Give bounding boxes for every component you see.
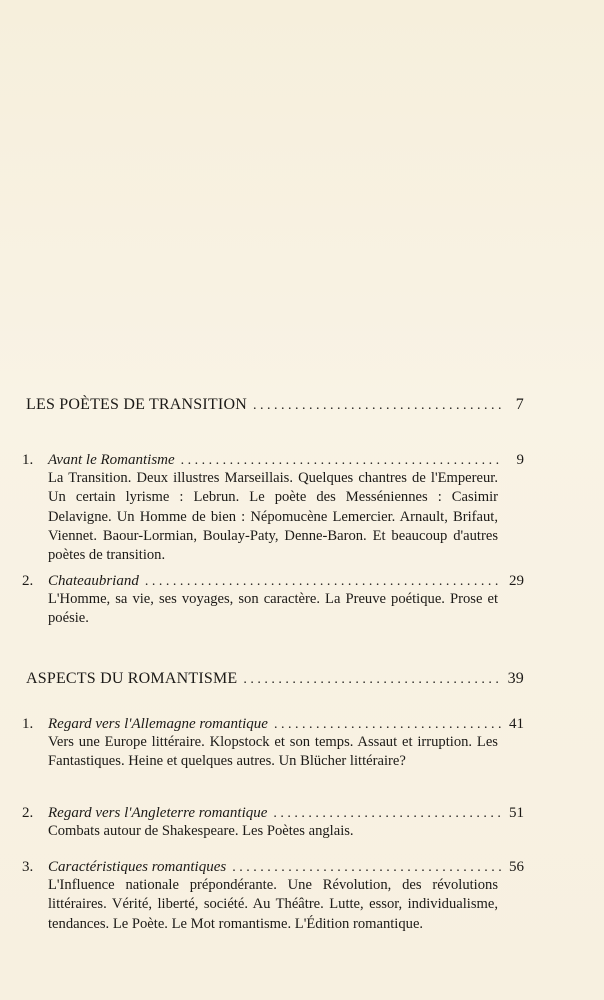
section-title: LES POÈTES DE TRANSITION <box>26 396 247 413</box>
entry-summary: La Transition. Deux illustres Marseillais. Quelques chantres de l'Empereur. Un certain lyrisme : Lebrun. Le poète des Messéniennes : Casimir Delavigne. Un Homme de bien : Népomucène Lemercier. Arnault, Brifaut, Viennet. Baour-Lormian, Boulay-Paty, Denne-Baron. Et beaucoup d'autres poètes de transition. <box>48 470 498 564</box>
entry-summary: Combats autour de Shakespeare. Les Poètes anglais. <box>48 823 354 839</box>
entry-summary: L'Influence nationale prépondérante. Une Révolution, des révolutions littéraires. Vérité, liberté, société. Au Théâtre. Lutte, essor, individualisme, tendances. Le Poète. Le Mot romantisme. L'Édition romantique. <box>48 877 498 932</box>
entry-number: 2. <box>22 805 34 821</box>
entry-page-number: 51 <box>509 805 524 821</box>
entry-number: 2. <box>22 573 34 589</box>
dot-leader <box>232 859 502 876</box>
entry-title: Regard vers l'Angleterre romantique <box>48 805 268 821</box>
entry-title: Caractéristiques romantiques <box>48 859 227 875</box>
section-page-number: 39 <box>507 670 524 687</box>
section-page-number: 7 <box>515 396 524 413</box>
entry-heading <box>22 573 524 590</box>
dot-leader <box>253 396 502 414</box>
entry-heading <box>22 805 524 822</box>
dot-leader <box>243 670 501 688</box>
section-heading <box>26 396 524 414</box>
toc-entry <box>22 716 524 772</box>
entry-title: Chateaubriand <box>48 573 139 589</box>
dot-leader <box>181 452 502 469</box>
entry-number: 1. <box>22 716 34 732</box>
entry-page-number: 41 <box>509 716 524 732</box>
entry-title: Regard vers l'Allemagne romantique <box>48 716 268 732</box>
toc-entry <box>22 805 524 841</box>
toc-entry <box>22 859 524 934</box>
entry-title: Avant le Romantisme <box>48 452 175 468</box>
section-title: ASPECTS DU ROMANTISME <box>26 670 238 687</box>
dot-leader <box>273 805 502 822</box>
entry-summary: Vers une Europe littéraire. Klopstock et son temps. Assaut et irruption. Les Fantastiques. Heine et quelques autres. Un Blücher littéraire? <box>48 734 498 770</box>
section-heading <box>26 670 524 688</box>
entry-page-number: 56 <box>509 859 524 875</box>
dot-leader <box>145 573 502 590</box>
entry-heading <box>22 716 524 733</box>
entry-number: 3. <box>22 859 34 875</box>
entry-heading <box>22 452 524 469</box>
entry-heading <box>22 859 524 876</box>
entry-number: 1. <box>22 452 34 468</box>
entry-page-number: 29 <box>509 573 524 589</box>
toc-entry <box>22 452 524 565</box>
entry-summary: L'Homme, sa vie, ses voyages, son caractère. La Preuve poétique. Prose et poésie. <box>48 591 498 627</box>
toc-entry <box>22 573 524 629</box>
entry-page-number: 9 <box>516 452 524 468</box>
dot-leader <box>274 716 502 733</box>
